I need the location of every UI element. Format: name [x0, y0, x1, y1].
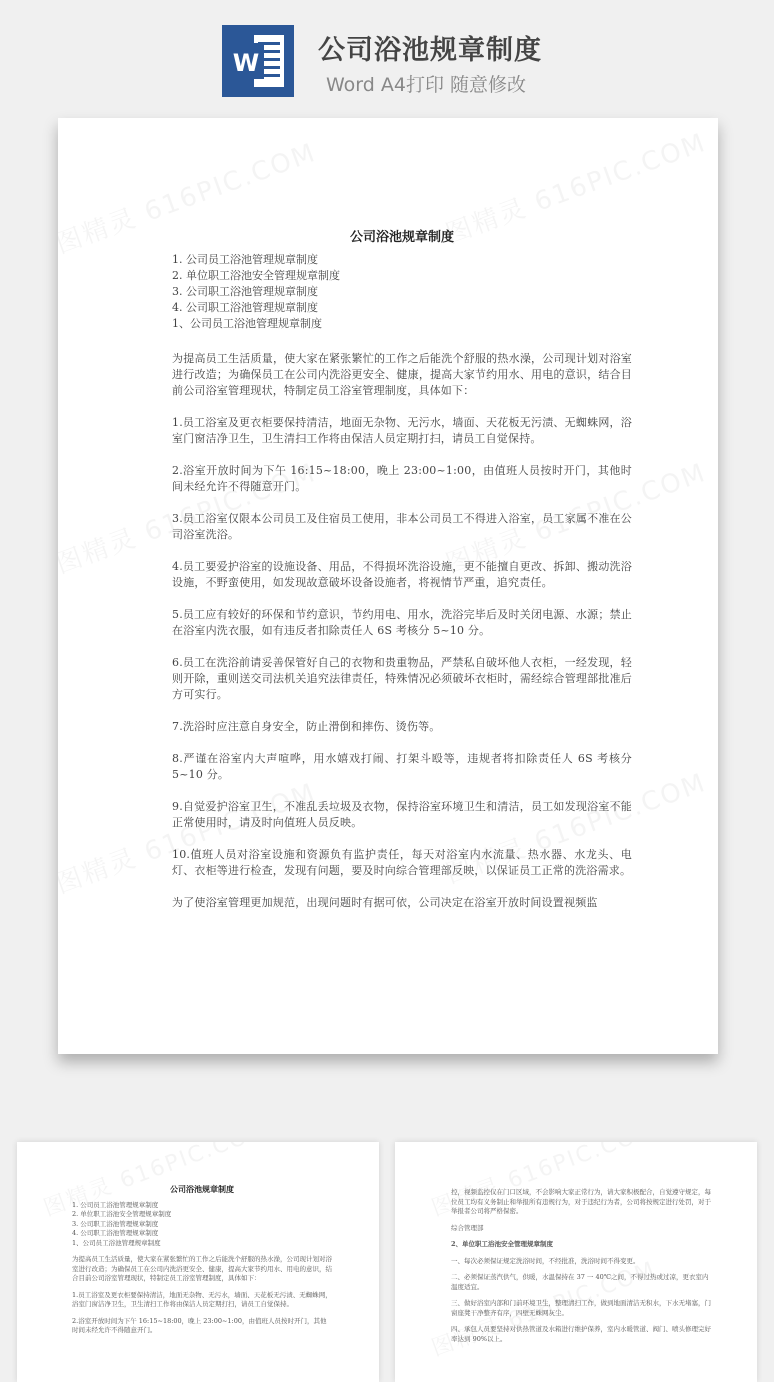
rule-paragraph: 7.洗浴时应注意自身安全，防止滑倒和摔伤、烫伤等。 [172, 720, 441, 733]
document-title: 公司浴池规章制度 [349, 230, 454, 245]
thumbnail-paragraph: 2.浴室开放时间为下午 16:15~18:00，晚上 23:00~1:00，由值班人员按时开门，其他时间未经允许不得随意开门。 [72, 1316, 327, 1334]
toc-item: 4. 公司职工浴池管理规章制度 [172, 301, 318, 314]
document-body [172, 230, 632, 911]
thumbnail-document-body [72, 1185, 332, 1336]
word-icon-letter: W [232, 49, 260, 77]
thumbnail-page-2[interactable] [395, 1142, 757, 1382]
toc-item: 2. 单位职工浴池安全管理规章制度 [172, 269, 340, 282]
toc-item: 1、公司员工浴池管理规章制度 [172, 317, 322, 330]
thumbnail-heading: 2、单位职工浴池安全管理规章制度 [451, 1240, 554, 1248]
thumbnail-paragraph: 控，视频监控仅在门口区域，不会影响大家正常行为，请大家积极配合，自觉遵守规定，每位员工均有义务制止和举报所有违规行为，对于违纪行为者，公司将按规定进行处罚，对于举报者公司将严格保密。 [451, 1188, 711, 1215]
page-subtitle: Word A4打印 随意修改 [326, 74, 527, 96]
thumbnail-document-body [451, 1188, 711, 1344]
thumbnail-paragraph: 综合管理部 [451, 1223, 484, 1232]
toc-item: 3. 公司职工浴池管理规章制度 [172, 285, 318, 298]
rule-paragraph: 9.自觉爱护浴室卫生，不准乱丢垃圾及衣物，保持浴室环境卫生和清洁，员工如发现浴室不能正常使用时，请及时向值班人员反映。 [172, 800, 632, 829]
toc-item: 1. 公司员工浴池管理规章制度 [172, 253, 318, 266]
rule-paragraph: 2.浴室开放时间为下午 16:15~18:00，晚上 23:00~1:00，由值班人员按时开门，其他时间未经允许不得随意开门。 [172, 464, 632, 493]
thumbnail-paragraph: 为提高员工生活质量，使大家在紧张繁忙的工作之后能洗个舒服的热水澡，公司现计划对浴室进行改造；为确保员工在公司内洗浴更安全、健康，提高大家节约用水、用电的意识，结合目前公司浴室管理现状，特制定员工浴室管理制度，具体如下： [72, 1255, 332, 1282]
toc-item: 4. 公司职工浴池管理规章制度 [72, 1229, 159, 1237]
closing-paragraph: 为了使浴室管理更加规范，出现问题时有据可依，公司决定在浴室开放时间设置视频监 [172, 896, 598, 909]
thumbnail-paragraph: 三、做好浴室内部和门前环境卫生，整理清扫工作，做到地面清洁无积水，下水无堵塞，门窗座凳干净整齐有序，四壁无蛛网灰尘。 [451, 1299, 711, 1317]
rule-paragraph: 1.员工浴室及更衣柜要保持清洁，地面无杂物、无污水，墙面、天花板无污渍、无蜘蛛网，浴室门窗洁净卫生，卫生清扫工作将由保洁人员定期打扫，请员工自觉保持。 [172, 416, 632, 445]
thumbnail-paragraph: 1.员工浴室及更衣柜要保持清洁，地面无杂物、无污水，墙面、天花板无污渍、无蜘蛛网，浴室门窗洁净卫生，卫生清扫工作将由保洁人员定期打扫，请员工自觉保持。 [72, 1290, 332, 1308]
rule-paragraph: 3.员工浴室仅限本公司员工及住宿员工使用，非本公司员工不得进入浴室，员工家属不准在公司浴室洗浴。 [172, 512, 632, 541]
intro-paragraph: 为提高员工生活质量，使大家在紧张繁忙的工作之后能洗个舒服的热水澡，公司现计划对浴室进行改造；为确保员工在公司内洗浴更安全、健康，提高大家节约用水、用电的意识，结合目前公司浴室管理现状，特制定员工浴室管理制度，具体如下： [172, 352, 632, 397]
thumbnail-paragraph: 四、承包人员要坚持对供热管道及水箱进行维护保养，室内水暖管道、阀门、喷头修理完好率达到 90%以上。 [451, 1325, 711, 1343]
rule-paragraph: 10.值班人员对浴室设施和资源负有监护责任，每天对浴室内水流量、热水器、水龙头、电灯、衣柜等进行检查，发现有问题，要及时向综合管理部反映，以保证员工正常的洗浴需求。 [172, 848, 632, 877]
toc-item: 2. 单位职工浴池安全管理规章制度 [72, 1210, 172, 1218]
rule-paragraph: 8.严谨在浴室内大声喧哗，用水嬉戏打闹、打架斗殴等，违规者将扣除责任人 6S 考核分 5~10 分。 [172, 752, 632, 781]
word-document-icon [222, 25, 294, 97]
thumbnail-paragraph: 一、每次必须保证规定洗浴时间，不经批准，洗浴时间不得变更。 [451, 1256, 640, 1265]
page-title: 公司浴池规章制度 [318, 35, 542, 66]
toc-item: 1、公司员工浴池管理规章制度 [72, 1238, 161, 1247]
toc-item: 3. 公司职工浴池管理规章制度 [72, 1219, 159, 1228]
thumbnail-title: 公司浴池规章制度 [170, 1185, 234, 1194]
toc-item: 1. 公司员工浴池管理规章制度 [72, 1200, 159, 1209]
thumbnail-paragraph: 二、必须保证蒸汽供气，供暖，水温保持在 37 一 40℃之间，不得过热或过凉，更衣室内温度适宜。 [451, 1273, 709, 1291]
banner-header [0, 0, 774, 110]
rule-paragraph: 5.员工应有较好的环保和节约意识，节约用电、用水，洗浴完毕后及时关闭电源、水源；禁止在浴室内洗衣服，如有违反者扣除责任人 6S 考核分 5~10 分。 [172, 608, 632, 637]
rule-paragraph: 6.员工在洗浴前请妥善保管好自己的衣物和贵重物品，严禁私自破坏他人衣柜，一经发现，轻则开除，重则送交司法机关追究法律责任，特殊情况必须破坏衣柜时，需经综合管理部批准后方可实行。 [172, 656, 632, 701]
rule-paragraph: 4.员工要爱护浴室的设施设备、用品，不得损坏洗浴设施，更不能擅自更改、拆卸、搬动洗浴设施，不野蛮使用，如发现故意破坏设备设施者，将视情节严重，追究责任。 [172, 560, 632, 589]
document-page [58, 118, 718, 1054]
thumbnail-page-1[interactable] [17, 1142, 379, 1382]
